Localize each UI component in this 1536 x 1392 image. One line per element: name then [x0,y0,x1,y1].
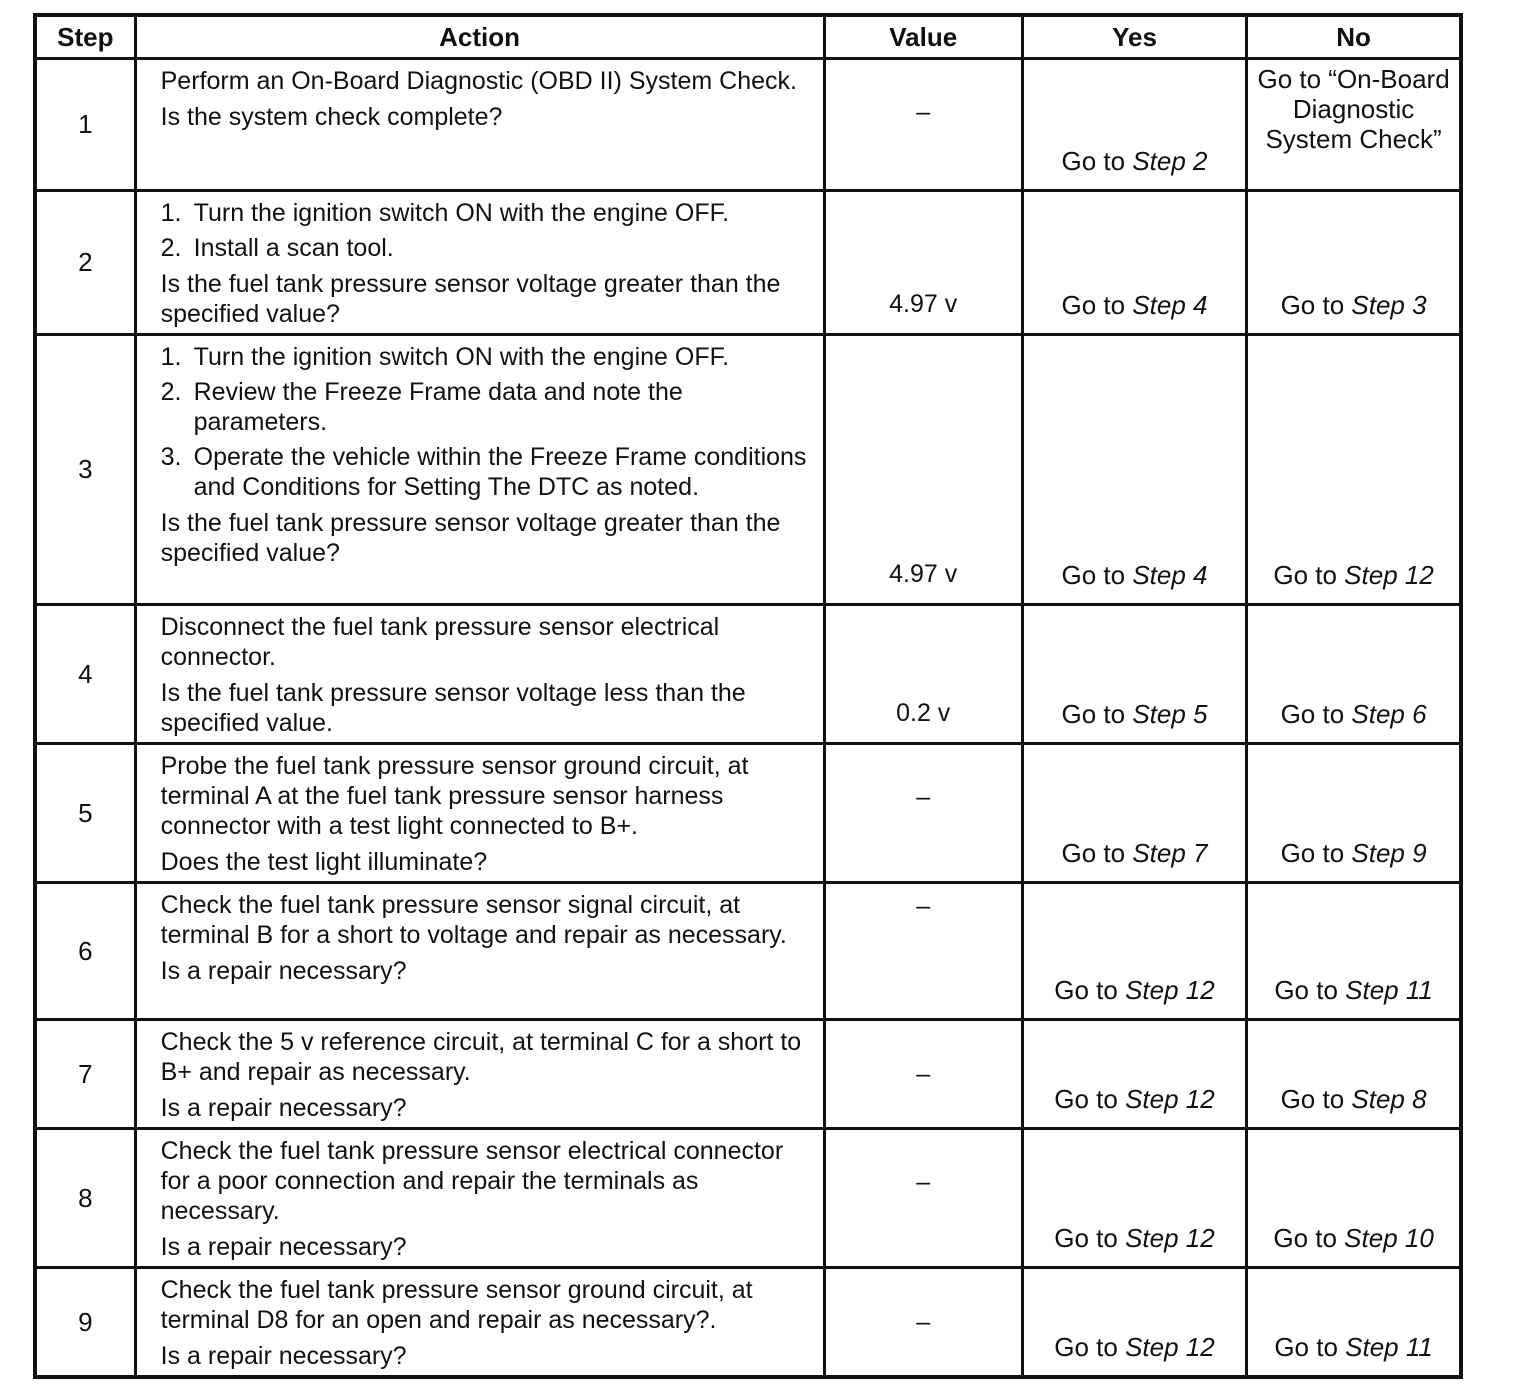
step-number: 7 [35,1020,135,1129]
table-row [35,1129,1461,1268]
no-prefix: Go to [1274,975,1346,1005]
action-list [161,198,813,263]
header-yes: Yes [1022,15,1246,59]
action-cell [135,1020,824,1129]
value-cell [824,59,1022,191]
yes-step-link[interactable]: Step 4 [1132,290,1208,320]
action-text: Perform an On-Board Diagnostic (OBD II) System Check. [160,67,797,95]
action-question: Does the test light illuminate? [160,848,488,876]
value-text: 4.97 v [889,290,958,318]
no-cell[interactable] [1247,1020,1461,1129]
action-question: Is the fuel tank pressure sensor voltage greater than the specified value? [160,509,781,567]
no-cell[interactable] [1247,191,1461,335]
action-text: Check the 5 v reference circuit, at terminal C for a short to B+ and repair as necessary. [160,1028,802,1086]
yes-step-link[interactable]: Step 2 [1132,146,1208,176]
value-text: 4.97 v [889,560,958,588]
yes-prefix: Go to [1061,146,1133,176]
yes-cell[interactable] [1022,883,1246,1020]
no-step-link[interactable]: Step 10 [1344,1223,1434,1253]
yes-prefix: Go to [1054,975,1126,1005]
yes-cell[interactable] [1022,605,1246,744]
yes-cell[interactable] [1022,1020,1246,1129]
header-step: Step [35,15,135,59]
action-list [161,342,813,502]
table-row [35,1268,1461,1378]
yes-cell[interactable] [1022,335,1246,605]
action-cell [135,191,824,335]
action-cell [135,605,824,744]
no-cell[interactable] [1247,605,1461,744]
step-number: 4 [35,605,135,744]
diagnostic-table [33,13,1463,1379]
action-question: Is the fuel tank pressure sensor voltage less than the specified value. [160,679,746,737]
table-row [35,883,1461,1020]
step-number: 3 [35,335,135,605]
value-text: – [916,892,931,920]
no-cell[interactable] [1247,1129,1461,1268]
value-text: – [916,1307,931,1336]
value-text: 0.2 v [896,699,951,727]
value-cell [824,335,1022,605]
no-cell[interactable] [1247,59,1461,191]
no-cell[interactable] [1247,883,1461,1020]
no-prefix: Go to [1280,699,1352,729]
yes-cell[interactable] [1022,1129,1246,1268]
step-number: 6 [35,883,135,1020]
no-step-link[interactable]: Step 12 [1344,560,1434,590]
step-number: 5 [35,744,135,883]
yes-cell[interactable] [1022,59,1246,191]
no-step-link[interactable]: Step 8 [1351,1084,1427,1114]
yes-step-link[interactable]: Step 12 [1125,1084,1215,1114]
yes-prefix: Go to [1054,1084,1126,1114]
table-row [35,1020,1461,1129]
value-cell [824,883,1022,1020]
value-cell [824,605,1022,744]
yes-step-link[interactable]: Step 12 [1125,975,1215,1005]
action-question: Is a repair necessary? [160,957,407,985]
action-text: Check the fuel tank pressure sensor signal circuit, at terminal B for a short to voltage and repair as necessary. [160,891,787,949]
no-step-link[interactable]: Step 6 [1351,699,1427,729]
value-cell [824,1268,1022,1378]
no-cell[interactable] [1247,1268,1461,1378]
action-text: Disconnect the fuel tank pressure sensor electrical connector. [160,613,720,671]
action-cell [135,335,824,605]
action-text: Probe the fuel tank pressure sensor ground circuit, at terminal A at the fuel tank pressure sensor harness connector with a test light connected to B+. [160,752,749,840]
no-step-link[interactable]: Step 3 [1351,290,1427,320]
no-cell[interactable] [1247,335,1461,605]
yes-step-link[interactable]: Step 12 [1125,1332,1215,1362]
yes-prefix: Go to [1054,1223,1126,1253]
value-text: – [916,98,931,126]
no-prefix: Go to [1280,838,1352,868]
action-question: Is a repair necessary? [160,1342,407,1370]
action-cell [135,883,824,1020]
yes-step-link[interactable]: Step 7 [1132,838,1208,868]
action-cell [135,1268,824,1378]
action-cell [135,744,824,883]
table-row [35,744,1461,883]
yes-prefix: Go to [1061,838,1133,868]
no-prefix: Go to [1280,1084,1352,1114]
yes-prefix: Go to [1061,290,1133,320]
action-question: Is a repair necessary? [160,1094,407,1122]
value-cell [824,1020,1022,1129]
action-cell [135,1129,824,1268]
yes-cell[interactable] [1022,191,1246,335]
list-item: 1. Turn the ignition switch ON with the engine OFF. [160,343,730,371]
list-item: 2. Review the Freeze Frame data and note the parameters. [160,378,683,436]
step-number: 2 [35,191,135,335]
no-prefix: Go to [1274,1332,1346,1362]
table-row [35,59,1461,191]
no-step-link[interactable]: Step 11 [1345,1332,1433,1362]
action-question: Is a repair necessary? [160,1233,407,1261]
no-step-link[interactable]: Step 11 [1345,975,1433,1005]
table-row [35,335,1461,605]
action-text: Check the fuel tank pressure sensor electrical connector for a poor connection and repair the terminals as necessary. [160,1137,784,1225]
action-text: Check the fuel tank pressure sensor ground circuit, at terminal D8 for an open and repair as necessary?. [160,1276,753,1334]
header-row [35,15,1461,59]
no-step-link[interactable]: Step 9 [1351,838,1427,868]
action-question: Is the system check complete? [160,103,503,131]
table-row [35,605,1461,744]
yes-prefix: Go to [1061,560,1133,590]
value-text: – [916,1059,931,1088]
value-text: – [916,783,931,811]
list-item: 2. Install a scan tool. [160,234,394,262]
yes-prefix: Go to [1061,699,1133,729]
no-text[interactable]: Go to “On-Board Diagnostic System Check” [1257,64,1450,154]
yes-step-link[interactable]: Step 5 [1132,699,1208,729]
list-item: 3. Operate the vehicle within the Freeze Frame conditions and Conditions for Setting The DTC as noted. [160,443,807,501]
yes-step-link[interactable]: Step 4 [1132,560,1208,590]
value-cell [824,191,1022,335]
step-number: 9 [35,1268,135,1378]
step-number: 8 [35,1129,135,1268]
no-cell[interactable] [1247,744,1461,883]
value-text: – [916,1168,931,1196]
no-prefix: Go to [1273,560,1345,590]
yes-cell[interactable] [1022,1268,1246,1378]
action-question: Is the fuel tank pressure sensor voltage greater than the specified value? [160,270,781,328]
yes-cell[interactable] [1022,744,1246,883]
value-cell [824,744,1022,883]
yes-step-link[interactable]: Step 12 [1125,1223,1215,1253]
list-item: 1. Turn the ignition switch ON with the engine OFF. [160,199,730,227]
value-cell [824,1129,1022,1268]
yes-prefix: Go to [1054,1332,1126,1362]
action-cell [135,59,824,191]
step-number: 1 [35,59,135,191]
header-no: No [1247,15,1461,59]
no-prefix: Go to [1280,290,1352,320]
no-prefix: Go to [1273,1223,1345,1253]
header-action: Action [135,15,824,59]
table-row [35,191,1461,335]
header-value: Value [824,15,1022,59]
